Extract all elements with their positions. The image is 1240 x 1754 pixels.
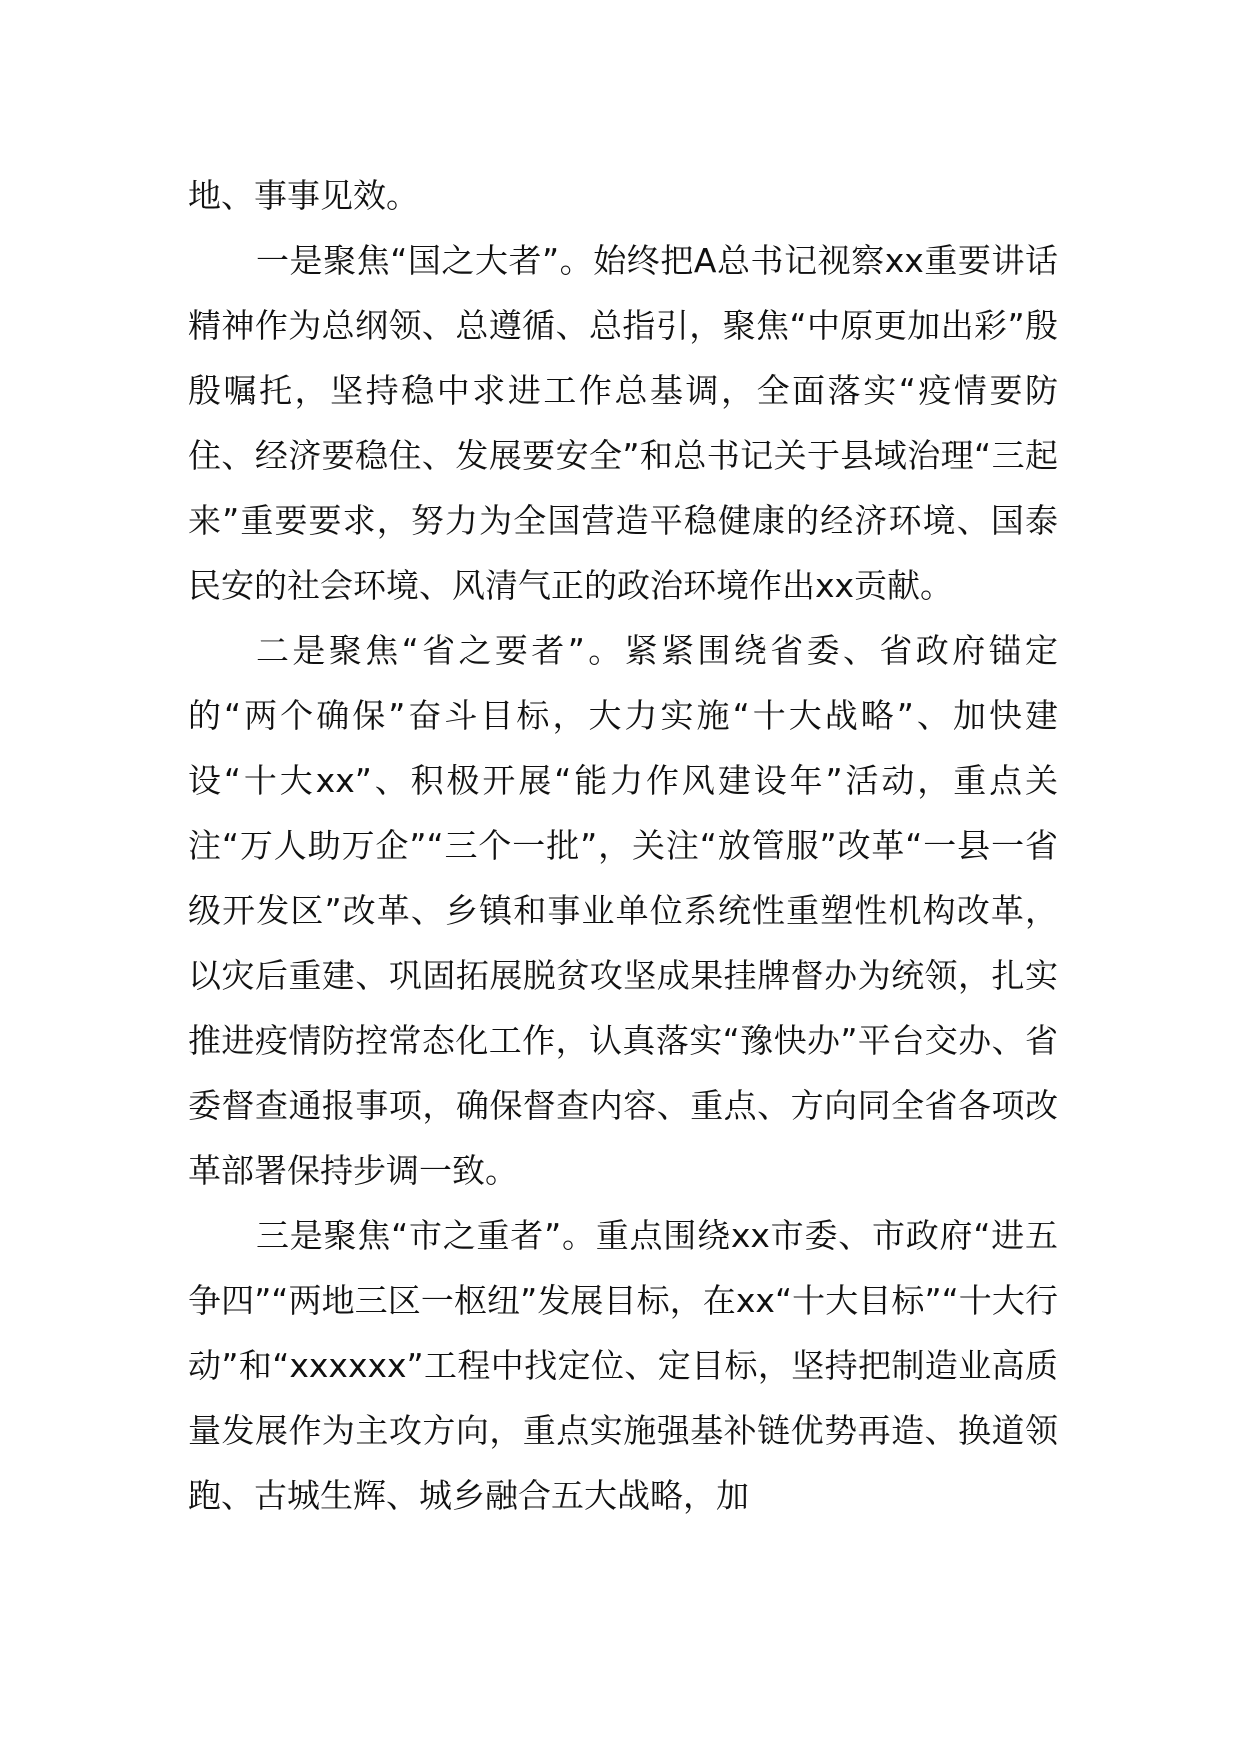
- paragraph-point-two: 二是聚焦“省之要者”。紧紧围绕省委、省政府锚定的“两个确保”奋斗目标，大力实施“十大战略”、加快建设“十大xx”、积极开展“能力作风建设年”活动，重点关注“万人助万企”“三个一批”，关注“放管服”改革“一县一省级开发区”改革、乡镇和事业单位系统性重塑性机构改革，以灾后重建、巩固拓展脱贫攻坚成果挂牌督办为统领，扎实推进疫情防控常态化工作，认真落实“豫快办”平台交办、省委督查通报事项，确保督查内容、重点、方向同全省各项改革部署保持步调一致。: [188, 631, 1058, 1190]
- paragraph-continuation: 地、事事见效。: [188, 176, 419, 215]
- paragraph-point-three: 三是聚焦“市之重者”。重点围绕xx市委、市政府“进五争四”“两地三区一枢纽”发展目标，在xx“十大目标”“十大行动”和“xxxxxx”工程中找定位、定目标，坚持把制造业高质量发展作为主攻方向，重点实施强基补链优势再造、换道领跑、古城生辉、城乡融合五大战略，加: [188, 1216, 1058, 1515]
- document-body: [188, 163, 1058, 1528]
- paragraph-point-one: 一是聚焦“国之大者”。始终把A总书记视察xx重要讲话精神作为总纲领、总遵循、总指引，聚焦“中原更加出彩”殷殷嘱托，坚持稳中求进工作总基调，全面落实“疫情要防住、经济要稳住、发展要安全”和总书记关于县域治理“三起来”重要要求，努力为全国营造平稳健康的经济环境、国泰民安的社会环境、风清气正的政治环境作出xx贡献。: [188, 241, 1058, 605]
